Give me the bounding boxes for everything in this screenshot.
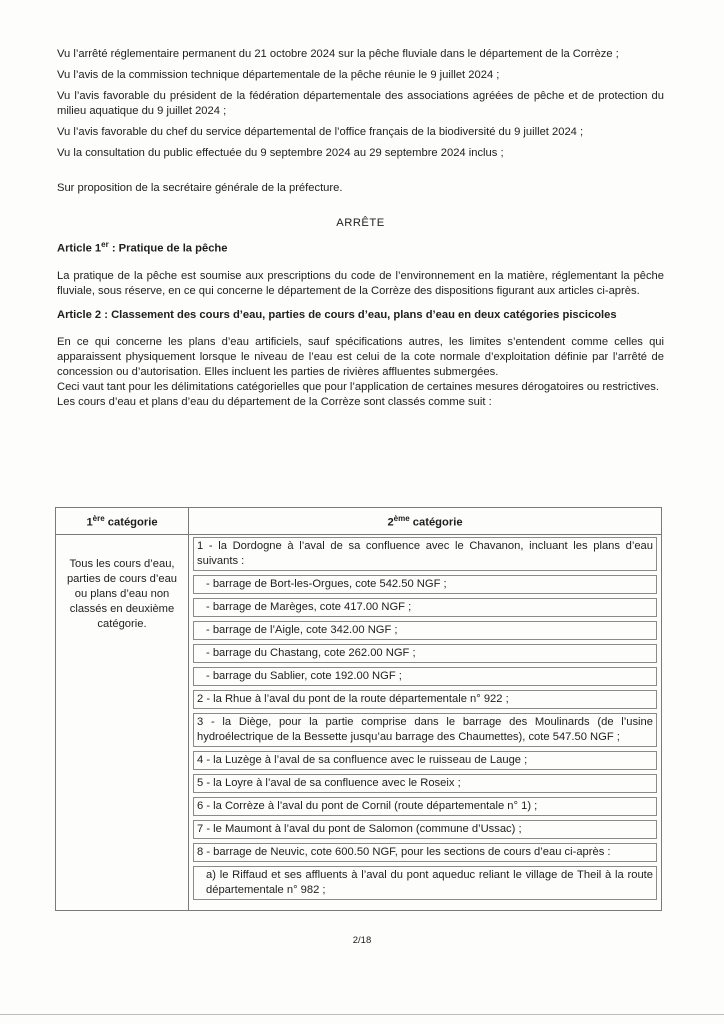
list-item: 3 - la Diège, pour la partie comprise dans le barrage des Moulinards (de l’usine hydroélectrique de la Bessette jusqu’au barrage des Chaumettes), cote 547.50 NGF ;	[193, 713, 657, 747]
list-item: 8 - barrage de Neuvic, cote 600.50 NGF, pour les sections de cours d’eau ci-après :	[193, 843, 657, 862]
article-2-paragraph-2: Ceci vaut tant pour les délimitations catégorielles que pour l’application de certaines mesures dérogatoires ou restrictives.	[57, 380, 659, 393]
table-header-row	[56, 508, 662, 535]
first-category-cell: Tous les cours d’eau, parties de cours d’eau ou plans d’eau non classés en deuxième catégorie.	[56, 534, 189, 910]
page-number: 2/18	[352, 935, 372, 946]
list-item: 7 - le Maumont à l’aval du pont de Salomon (commune d’Ussac) ;	[193, 820, 657, 839]
list-item: - barrage du Chastang, cote 262.00 NGF ;	[193, 644, 657, 663]
consideration-1: Vu l’arrêté réglementaire permanent du 21 octobre 2024 sur la pêche fluviale dans le département de la Corrèze ;	[57, 48, 619, 60]
consideration-2: Vu l’avis de la commission technique départementale de la pêche réunie le 9 juillet 2024 ;	[57, 69, 500, 81]
header-second-category: 2ème catégorie	[189, 508, 662, 535]
classification-table	[55, 507, 662, 911]
list-item: - barrage du Sablier, cote 192.00 NGF ;	[193, 667, 657, 686]
list-item: - barrage de Marèges, cote 417.00 NGF ;	[193, 598, 657, 617]
article-2-title: Article 2 : Classement des cours d’eau, parties de cours d’eau, plans d’eau en deux catégories piscicoles	[57, 308, 617, 321]
list-item: 6 - la Corrèze à l’aval du pont de Cornil (route départementale n° 1) ;	[193, 797, 657, 816]
article-2-paragraph-3: Les cours d’eau et plans d’eau du département de la Corrèze sont classés comme suit :	[57, 395, 492, 408]
list-item: 1 - la Dordogne à l’aval de sa confluence avec le Chavanon, incluant les plans d’eau suivants :	[193, 537, 657, 571]
table-row	[56, 534, 662, 910]
consideration-4: Vu l’avis favorable du chef du service départemental de l’office français de la biodiversité du 9 juillet 2024 ;	[57, 126, 584, 138]
list-item: 2 - la Rhue à l’aval du pont de la route départementale n° 922 ;	[193, 690, 657, 709]
article-1-title: Article 1er : Pratique de la pêche	[57, 240, 228, 255]
page-edge-divider	[0, 1014, 724, 1015]
article-2-paragraph-1: En ce qui concerne les plans d’eau artificiels, sauf spécifications autres, les limites s’entendent comme celles qui apparaissent physiquement lorsque le niveau de l’eau est celui de la cote normale d’exploitation définie par l’arrêté de concession ou d’autorisation. Elles incluent les parties de rivières affluentes submergées.	[57, 335, 664, 378]
consideration-3: Vu l’avis favorable du président de la fédération départementale des associations agréées de pêche et de protection du milieu aquatique du 9 juillet 2024 ;	[57, 90, 664, 117]
list-item: - barrage de Bort-les-Orgues, cote 542.50 NGF ;	[193, 575, 657, 594]
list-item: 5 - la Loyre à l’aval de sa confluence avec le Roseix ;	[193, 774, 657, 793]
list-item: - barrage de l’Aigle, cote 342.00 NGF ;	[193, 621, 657, 640]
consideration-5: Vu la consultation du public effectuée du 9 septembre 2024 au 29 septembre 2024 inclus ;	[57, 147, 504, 159]
list-item: a) le Riffaud et ses affluents à l’aval du pont aqueduc reliant le village de Theil à la route départementale n° 982 ;	[193, 866, 657, 900]
document-body	[57, 47, 664, 410]
article-1-body: La pratique de la pêche est soumise aux prescriptions du code de l’environnement en la matière, réglementant la pêche fluviale, sous réserve, en ce qui concerne le département de la Corrèze des dispositions figurant aux articles ci-après.	[57, 269, 664, 297]
second-category-cell	[189, 534, 662, 910]
arrete-heading: ARRÊTE	[336, 217, 385, 229]
proposal-text: Sur proposition de la secrétaire générale de la préfecture.	[57, 182, 343, 194]
list-item: 4 - la Luzège à l’aval de sa confluence avec le ruisseau de Lauge ;	[193, 751, 657, 770]
header-first-category: 1ère catégorie	[56, 508, 189, 535]
